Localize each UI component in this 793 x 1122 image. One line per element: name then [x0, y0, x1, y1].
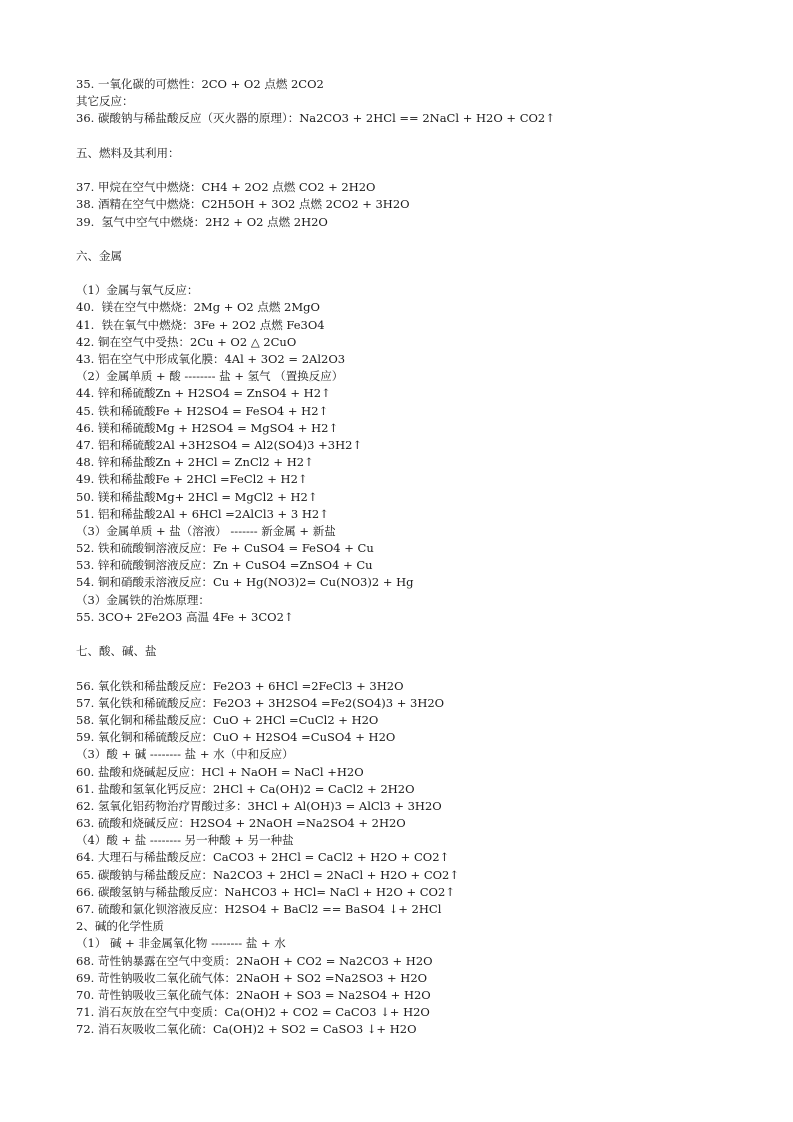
- text-line: 52. 铁和硫酸铜溶液反应：Fe + CuSO4 = FeSO4 + Cu: [76, 541, 374, 556]
- blank-line: [76, 128, 756, 145]
- text-line: 44. 锌和稀硫酸Zn + H2SO4 = ZnSO4 + H2↑: [76, 386, 331, 401]
- text-line: （3）酸 + 碱 -------- 盐 + 水（中和反应）: [76, 747, 294, 762]
- text-line: 70. 苛性钠吸收三氧化硫气体：2NaOH + SO3 = Na2SO4 + H2O: [76, 987, 431, 1002]
- text-line: 51. 铝和稀盐酸2Al + 6HCl =2AlCl3 + 3 H2↑: [76, 506, 329, 521]
- text-line: 2、碱的化学性质: [76, 919, 164, 934]
- text-line: 46. 镁和稀硫酸Mg + H2SO4 = MgSO4 + H2↑: [76, 420, 339, 435]
- text-line: 45. 铁和稀硫酸Fe + H2SO4 = FeSO4 + H2↑: [76, 403, 329, 418]
- text-line: 68. 苛性钠暴露在空气中变质：2NaOH + CO2 = Na2CO3 + H2O: [76, 953, 433, 968]
- text-line: 其它反应：: [76, 94, 134, 109]
- text-line: 67. 硫酸和氯化钡溶液反应：H2SO4 + BaCl2 == BaSO4 ↓+ 2HCl: [76, 902, 442, 916]
- text-line: 47. 铝和稀硫酸2Al +3H2SO4 = Al2(SO4)3 +3H2↑: [76, 437, 363, 452]
- text-line: 59. 氧化铜和稀硫酸反应：CuO + H2SO4 =CuSO4 + H2O: [76, 730, 396, 745]
- text-line: 64. 大理石与稀盐酸反应：CaCO3 + 2HCl = CaCl2 + H2O + CO2↑: [76, 850, 450, 865]
- text-line: 七、酸、碱、盐: [76, 644, 157, 659]
- text-line: 66. 碳酸氢钠与稀盐酸反应：NaHCO3 + HCl= NaCl + H2O + CO2↑: [76, 884, 455, 899]
- text-line: （1）金属与氧气反应：: [76, 283, 199, 298]
- document-page: [76, 76, 756, 1039]
- text-line: 63. 硫酸和烧碱反应：H2SO4 + 2NaOH =Na2SO4 + 2H2O: [76, 816, 406, 831]
- text-line: 42. 铜在空气中受热：2Cu + O2 △ 2CuO: [76, 334, 297, 349]
- blank-line: [76, 660, 756, 677]
- text-line: （3）金属单质 + 盐（溶液） ------- 新金属 + 新盐: [76, 523, 336, 538]
- text-line: 43. 铝在空气中形成氧化膜：4Al + 3O2 = 2Al2O3: [76, 352, 346, 366]
- blank-line: [76, 626, 756, 643]
- text-line: 39. 氢气中空气中燃烧：2H2 + O2 点燃 2H2O: [76, 214, 328, 229]
- text-line: 53. 锌和硫酸铜溶液反应：Zn + CuSO4 =ZnSO4 + Cu: [76, 558, 373, 573]
- text-line: 五、燃料及其利用：: [76, 145, 180, 160]
- text-line: 58. 氧化铜和稀盐酸反应：CuO + 2HCl =CuCl2 + H2O: [76, 712, 379, 727]
- text-line: 54. 铜和硝酸汞溶液反应：Cu + Hg(NO3)2= Cu(NO3)2 + Hg: [76, 575, 414, 590]
- text-line: 71. 消石灰放在空气中变质：Ca(OH)2 + CO2 = CaCO3 ↓+ H2O: [76, 1005, 430, 1020]
- text-line: 55. 3CO+ 2Fe2O3 高温 4Fe + 3CO2↑: [76, 609, 294, 624]
- blank-line: [76, 265, 756, 282]
- text-line: 35. 一氧化碳的可燃性：2CO + O2 点燃 2CO2: [76, 77, 324, 91]
- text-line: 六、金属: [76, 248, 122, 263]
- text-line: 36. 碳酸钠与稀盐酸反应（灭火器的原理）：Na2CO3 + 2HCl == 2NaCl + H2O + CO2↑: [76, 111, 555, 126]
- text-line: 50. 镁和稀盐酸Mg+ 2HCl = MgCl2 + H2↑: [76, 489, 318, 504]
- text-line: 69. 苛性钠吸收二氧化硫气体：2NaOH + SO2 =Na2SO3 + H2O: [76, 970, 428, 985]
- text-line: （2）金属单质 + 酸 -------- 盐 + 氢气 （置换反应）: [76, 369, 344, 384]
- text-line: 62. 氢氧化铝药物治疗胃酸过多：3HCl + Al(OH)3 = AlCl3 + 3H2O: [76, 798, 442, 813]
- blank-line: [76, 231, 756, 248]
- text-line: 40. 镁在空气中燃烧：2Mg + O2 点燃 2MgO: [76, 300, 320, 315]
- text-line: 61. 盐酸和氢氧化钙反应：2HCl + Ca(OH)2 = CaCl2 + 2H2O: [76, 781, 415, 796]
- text-line: 48. 锌和稀盐酸Zn + 2HCl = ZnCl2 + H2↑: [76, 455, 314, 470]
- text-line: 37. 甲烷在空气中燃烧：CH4 + 2O2 点燃 CO2 + 2H2O: [76, 180, 376, 195]
- text-line: （3）金属铁的治炼原理：: [76, 592, 210, 607]
- text-line: 38. 酒精在空气中燃烧：C2H5OH + 3O2 点燃 2CO2 + 3H2O: [76, 197, 410, 212]
- text-line: 49. 铁和稀盐酸Fe + 2HCl =FeCl2 + H2↑: [76, 472, 308, 487]
- text-line: 60. 盐酸和烧碱起反应：HCl + NaOH = NaCl +H2O: [76, 764, 364, 779]
- text-line: 57. 氧化铁和稀硫酸反应：Fe2O3 + 3H2SO4 =Fe2(SO4)3 + 3H2O: [76, 695, 445, 710]
- text-line: （1） 碱 + 非金属氧化物 -------- 盐 + 水: [76, 936, 286, 951]
- text-line: 65. 碳酸钠与稀盐酸反应：Na2CO3 + 2HCl = 2NaCl + H2O + CO2↑: [76, 867, 459, 882]
- text-line: （4）酸 + 盐 -------- 另一种酸 + 另一种盐: [76, 833, 294, 848]
- text-line: 41. 铁在氧气中燃烧：3Fe + 2O2 点燃 Fe3O4: [76, 317, 325, 332]
- text-line: 56. 氧化铁和稀盐酸反应：Fe2O3 + 6HCl =2FeCl3 + 3H2O: [76, 678, 404, 693]
- blank-line: [76, 162, 756, 179]
- text-line: 72. 消石灰吸收二氧化硫：Ca(OH)2 + SO2 = CaSO3 ↓+ H2O: [76, 1022, 417, 1037]
